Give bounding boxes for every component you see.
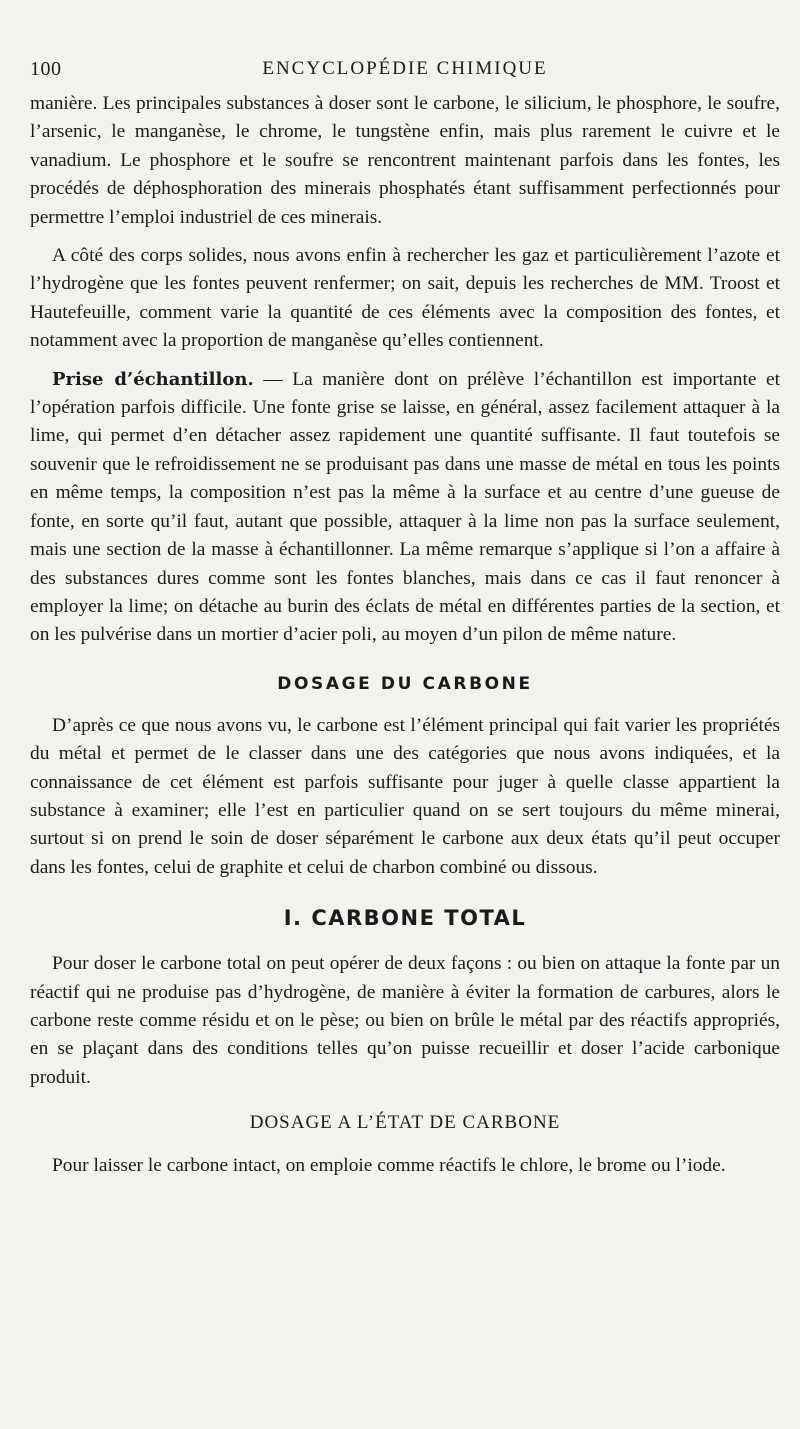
heading-carbone-total: I. CARBONE TOTAL <box>283 906 527 931</box>
heading-dosage-etat-carbone: DOSAGE A L’ÉTAT DE CARBONE <box>249 1112 561 1134</box>
paragraph-gaz: A côté des corps solides, nous avons enfin à rechercher les gaz et particulièrement l’azote et l’hydrogène que les fontes peuvent renfermer; on sait, depuis les recherches de MM. Troost et Hautefeuille, comment varie la quantité de ces éléments avec la composition des fontes, et notamment avec la proportion de manganèse qu’elles contiennent. <box>30 245 780 352</box>
paragraph-prise-echantillon <box>30 366 780 650</box>
paragraph-carbone-element: D’après ce que nous avons vu, le carbone est l’élément principal qui fait varier les propriétés du métal et permet de le classer dans une des catégories que nous avons indiquées, et la connaissance de cet élément est parfois suffisante pour juger à quelle classe appartient la substance à examiner; elle l’est en particulier quand on se sert toujours du même minerai, surtout si on prend le soin de doser séparément le carbone aux deux états qu’il peut occuper dans les fontes, celui de graphite et celui de charbon combiné ou dissous. <box>30 714 780 878</box>
paragraph-reactifs: Pour laisser le carbone intact, on emploie comme réactifs le chlore, le brome ou l’iode. <box>52 1155 726 1177</box>
heading-dosage-du-carbone: DOSAGE DU CARBONE <box>277 673 533 694</box>
paragraph-substances: manière. Les principales substances à doser sont le carbone, le silicium, le phosphore, le soufre, l’arsenic, le manganèse, le chrome, le tungstène enfin, mais plus rarement le cuivre et le vanadium. Le phosphore et le soufre se rencontrent maintenant parfois dans les fontes, les procédés de déphosphoration des minerais phosphatés étant suffisamment perfectionnés pour permettre l’emploi industriel de ces minerais. <box>30 93 780 228</box>
page-number: 100 <box>30 58 62 80</box>
inline-heading-prise-echantillon: Prise d’échantillon. <box>52 368 254 390</box>
paragraph-doser-carbone-total: Pour doser le carbone total on peut opérer de deux façons : ou bien on attaque la fonte par un réactif qui ne produise pas d’hydrogène, de manière à éviter la formation de carbures, alors le carbone reste comme résidu et on le pèse; ou bien on brûle le métal par des réactifs appropriés, en se plaçant dans des conditions telles qu’on puisse recueillir et doser l’acide carbonique produit. <box>30 953 780 1088</box>
running-header <box>30 58 780 90</box>
running-title: ENCYCLOPÉDIE CHIMIQUE <box>262 58 548 79</box>
paragraph-prise-echantillon-body: — La manière dont on prélève l’échantillon est importante et l’opération parfois difficile. Une fonte grise se laisse, en général, assez facilement attaquer à la lime, qui permet d’en détacher assez rapidement une quantité suffisante. Il faut toutefois se souvenir que le refroidissement ne se produisant pas dans une masse de métal en tous les points en même temps, la composition n’est pas la même à la surface et au centre d’une gueuse de fonte, en sorte qu’il faut, autant que possible, attaquer à la lime non pas la surface seulement, mais une section de la masse à échantillonner. La même remarque s’applique si l’on a affaire à des substances dures comme sont les fontes blanches, mais dans ce cas il faut renoncer à employer la lime; on détache au burin des éclats de métal en différentes parties de la section, et on les pulvérise dans un mortier d’acier poli, au moyen d’un pilon de même nature. <box>30 368 781 646</box>
